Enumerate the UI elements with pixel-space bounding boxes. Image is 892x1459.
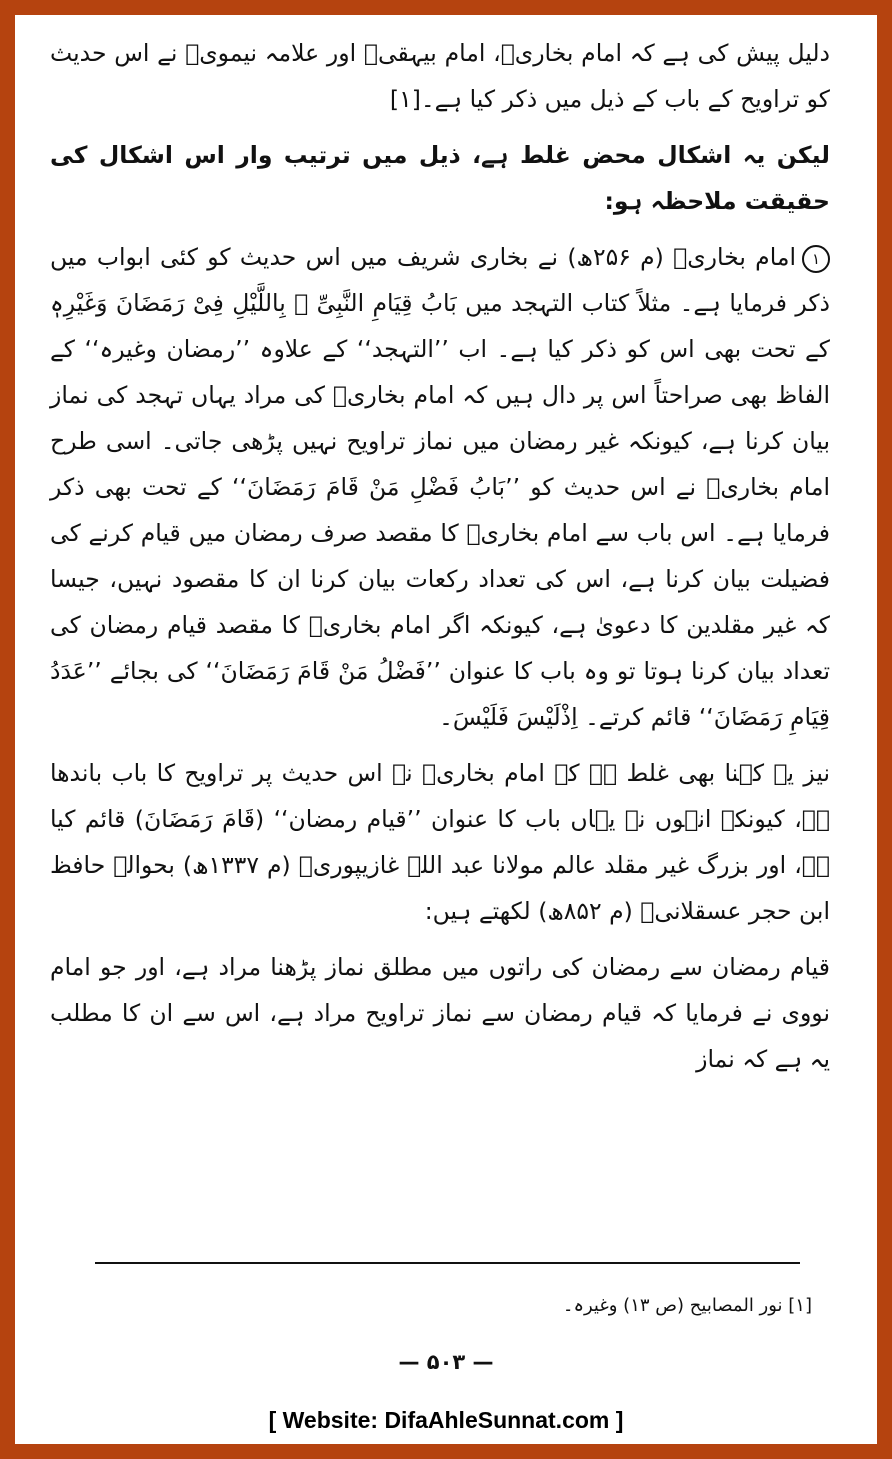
website-banner: [ Website: DifaAhleSunnat.com ] <box>268 1407 624 1433</box>
page-number: — ۵۰۳ — <box>398 1350 494 1374</box>
intro-paragraph: دلیل پیش کی ہے کہ امام بخاریؒ، امام بیہقیؒ اور علامہ نیمویؒ نے اس حدیث کو تراویح کے باب کے ذیل میں ذکر کیا ہے۔[۱] <box>50 39 830 113</box>
quote-paragraph: قیام رمضان سے رمضان کی راتوں میں مطلق نماز پڑھنا مراد ہے، اور جو امام نووی نے فرمایا کہ قیام رمضان سے نماز تراویح مراد ہے، اس سے ان کا مطلب یہ ہے کہ نماز <box>50 953 830 1073</box>
title-paragraph: نیز یہ کہنا بھی غلط ہے کہ امام بخاریؒ نے اس حدیث پر تراویح کا باب باندھا ہے، کیونکہ انہوں نے یہاں باب کا عنوان ’’قیام رمضان‘‘ (قَامَ رَمَضَانَ) قائم کیا ہے، اور بزرگ غیر مقلد عالم مولانا عبد اللہ غازیپوریؒ (م ۱۳۳۷ھ) بحوالہ حافظ ابن حجر عسقلانیؒ (م ۸۵۲ھ) لکھتے ہیں: <box>50 759 830 925</box>
point-one-paragraph <box>50 234 830 740</box>
footnote: [۱] نور المصابیح (ص ۱۳) وغیرہ۔ <box>562 1295 812 1316</box>
objection-paragraph: لیکن یہ اشکال محض غلط ہے، ذیل میں ترتیب وار اس اشکال کی حقیقت ملاحظہ ہو: <box>50 141 830 215</box>
footnote-divider <box>95 1262 800 1264</box>
page-body <box>50 30 830 1082</box>
point-number-badge: ۱ <box>802 245 830 273</box>
point-one-text: امام بخاریؒ (م ۲۵۶ھ) نے بخاری شریف میں اس حدیث کو کئی ابواب میں ذکر فرمایا ہے۔ مثلاً کتاب التہجد میں بَابُ قِیَامِ النَّبِیِّ ﷺ بِاللَّیْلِ فِیْ رَمَضَانَ وَغَیْرِہٖ کے تحت بھی اس کو ذکر کیا ہے۔ اب ’’التہجد‘‘ کے علاوہ ’’رمضان وغیرہ‘‘ کے الفاظ بھی صراحتاً اس پر دال ہیں کہ امام بخاریؒ کی مراد یہاں تہجد کی نماز بیان کرنا ہے، کیونکہ غیر رمضان میں نماز تراویح نہیں پڑھی جاتی۔ اسی طرح امام بخاریؒ نے اس حدیث کو ’’بَابُ فَضْلِ مَنْ قَامَ رَمَضَانَ‘‘ کے تحت بھی ذکر فرمایا ہے۔ اس باب سے امام بخاریؒ کا مقصد صرف رمضان میں قیام کرنے کی فضیلت بیان کرنا ہے، اس کی تعداد رکعات بیان کرنا ان کا مقصود نہیں، جیسا کہ غیر مقلدین کا دعویٰ ہے، کیونکہ اگر امام بخاریؒ کا مقصد قیام رمضان کی تعداد بیان کرنا ہوتا تو وہ باب کا عنوان ’’فَضْلُ مَنْ قَامَ رَمَضَانَ‘‘ کی بجائے ’’عَدَدُ قِیَامِ رَمَضَانَ‘‘ قائم کرتے۔ اِذْلَیْسَ فَلَیْسَ۔ <box>50 243 830 731</box>
